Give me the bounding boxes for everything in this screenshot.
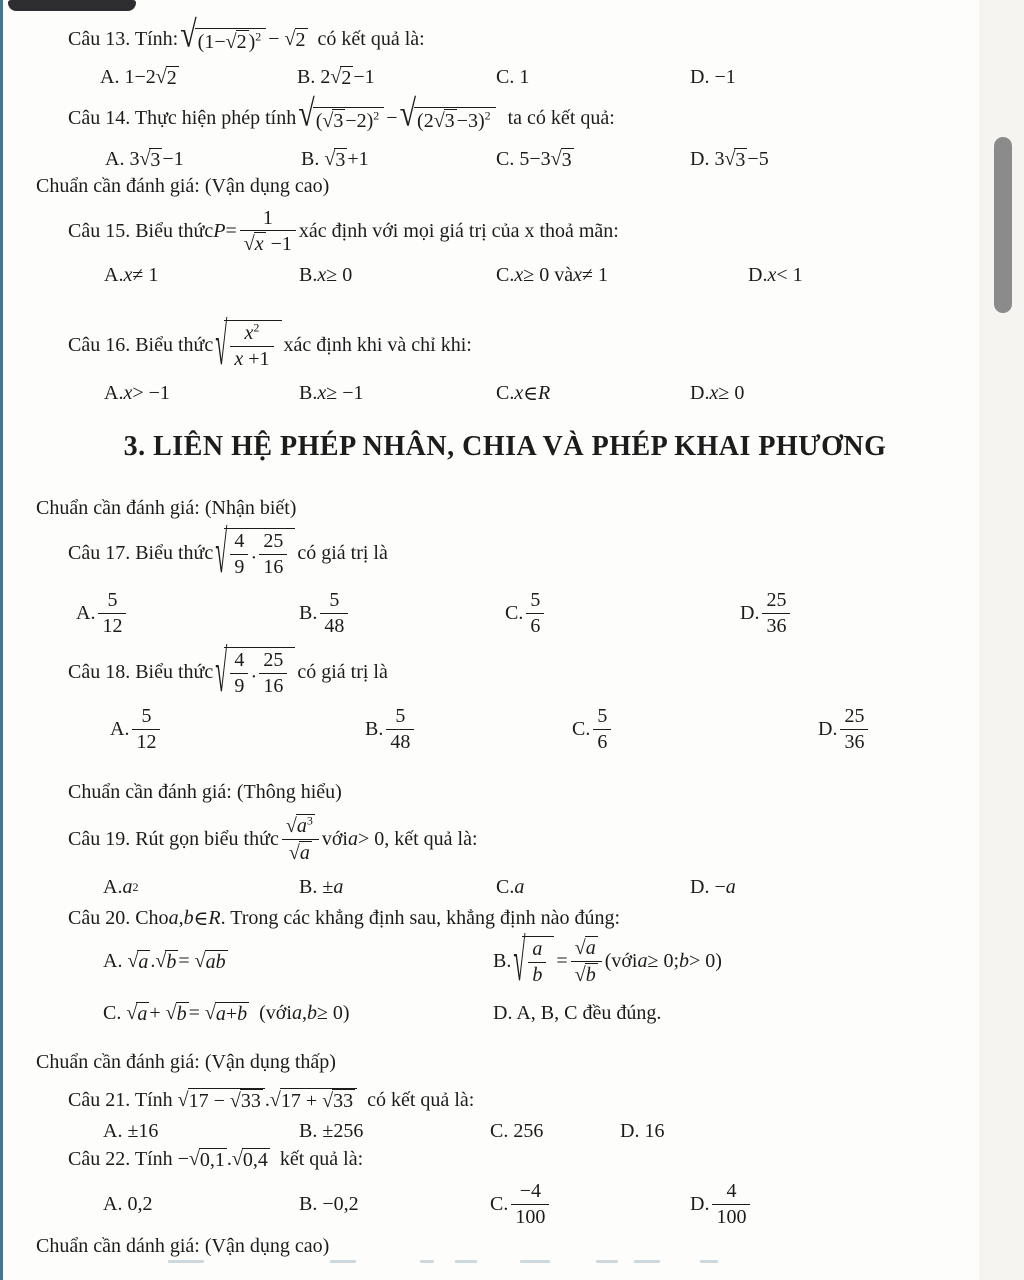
standard-note-5: Chuẩn cần dánh giá: (Vận dụng cao) <box>36 1235 330 1257</box>
option-20-a: A. √ a .√ b = √ ab <box>103 949 226 973</box>
option-13-d: D. −1 <box>690 65 736 88</box>
question-13-options <box>0 62 1024 92</box>
section-heading: 3. LIÊN HỆ PHÉP NHÂN, CHIA VÀ PHÉP KHAI PHƯƠNG <box>123 431 887 462</box>
option-18-b: B. 5 48 <box>365 701 417 757</box>
top-tab <box>8 0 136 11</box>
question-19-text: Câu 19. Rút gọn biểu thức $√a^3$ √a với a > 0, kết quả là: <box>68 813 478 864</box>
question-18-text: Câu 18. Biểu thức √ $\frac{4}{9}$ . $\frac{25}{16}$ có giá trị là <box>68 636 388 705</box>
option-18-d: D. 25 36 <box>818 701 871 757</box>
question-18-options <box>0 701 1024 757</box>
option-13-a: A. 1−2√ 2 <box>100 65 177 89</box>
option-15-b: B. x ≥ 0 <box>299 263 353 286</box>
option-13-c: C. 1 <box>496 65 530 88</box>
question-19-options <box>0 872 1024 902</box>
option-17-c: C. 5 6 <box>505 585 547 641</box>
option-22-a: A. 0,2 <box>103 1192 153 1215</box>
option-14-a: A. 3√ 3 −1 <box>105 147 184 171</box>
option-18-c: C. 5 6 <box>572 701 614 757</box>
question-14-options <box>0 144 1024 174</box>
cropped-text-remnant <box>520 1260 550 1263</box>
option-19-b: B. ± a <box>299 875 344 898</box>
question-20-options-ab <box>0 925 1024 994</box>
option-20-d: D. A, B, C đều đúng. <box>493 1001 662 1024</box>
option-15-a: A. x ≠ 1 <box>104 263 159 286</box>
cropped-text-remnant <box>700 1260 718 1263</box>
option-22-b: B. −0,2 <box>299 1192 359 1215</box>
cropped-text-remnant <box>596 1260 618 1263</box>
standard-note-4: Chuẩn cần đánh giá: (Vận dụng thấp) <box>36 1051 336 1073</box>
option-22-c: C. −4 100 <box>490 1175 552 1233</box>
question-14-text: Câu 14. Thực hiện phép tính √ $(√3 -2)^2$ − √ $(2√3 -3)^2$ ta có kết quả: <box>68 93 615 135</box>
question-22-text: Câu 22. Tính −√ 0,1 .√ 0,4 kết quả là: <box>68 1147 364 1171</box>
option-18-a: A. 5 12 <box>110 701 163 757</box>
cropped-text-remnant <box>168 1260 204 1263</box>
question-17-text: Câu 17. Biểu thức √ $\frac{4}{9}$ . $\frac{25}{16}$ có giá trị là <box>68 517 388 586</box>
option-21-d: D. 16 <box>620 1119 665 1142</box>
option-14-c: C. 5−3√ 3 <box>496 147 572 171</box>
option-15-d: D. x < 1 <box>748 263 803 286</box>
option-19-c: C. a <box>496 875 525 898</box>
cropped-text-remnant <box>455 1260 477 1263</box>
option-15-c: C. x ≥ 0 và x ≠ 1 <box>496 263 608 286</box>
question-15-text: Câu 15. Biểu thức P = 1 √x −1 xác định với mọi giá trị của x thoả mãn: <box>68 206 619 255</box>
question-16-text: Câu 16. Biểu thức √ $\frac{x^2}{x +1}$ xác định khi và chỉ khi: <box>68 309 472 378</box>
standard-note-1: Chuẩn cần đánh giá: (Vận dụng cao) <box>36 175 330 197</box>
option-16-b: B. x ≥ −1 <box>299 381 364 404</box>
option-17-b: B. 5 48 <box>299 585 351 641</box>
option-16-d: D. x ≥ 0 <box>690 381 745 404</box>
option-13-b: B. 2√ 2 −1 <box>297 65 375 89</box>
question-17-options <box>0 585 1024 641</box>
option-14-d: D. 3√ 3 −5 <box>690 147 769 171</box>
option-16-a: A. x > −1 <box>104 381 170 404</box>
option-14-b: B. √ 3 +1 <box>301 147 369 171</box>
option-22-d: D. 4 100 <box>690 1175 753 1233</box>
cropped-text-remnant <box>634 1260 660 1263</box>
option-21-c: C. 256 <box>490 1119 544 1142</box>
question-21-options <box>0 1117 1024 1145</box>
option-21-b: B. ±256 <box>299 1119 364 1142</box>
option-17-d: D. 25 36 <box>740 585 793 641</box>
option-20-b: B. √ $\frac{a}{b}$ = √a √b (với a ≥ 0; b > 0) <box>493 925 722 994</box>
cropped-text-remnant <box>420 1260 434 1263</box>
question-20-text: Câu 20. Cho a , b ∈ R . Trong các khẳng định sau, khẳng định nào đúng: <box>68 906 620 930</box>
question-15-options <box>0 260 1024 290</box>
cropped-text-remnant <box>330 1260 356 1263</box>
question-21-text: Câu 21. Tính √ 17 − √33 .√ 17 + √33 có kết quả là: <box>68 1088 475 1112</box>
option-17-a: A. 5 12 <box>76 585 129 641</box>
standard-note-3: Chuẩn cần đánh giá: (Thông hiểu) <box>68 781 342 803</box>
question-16-options <box>0 378 1024 408</box>
standard-note-2: Chuẩn cần đánh giá: (Nhận biết) <box>36 497 297 519</box>
option-16-c: C. x ∈ R <box>496 381 551 405</box>
option-21-a: A. ±16 <box>103 1119 159 1142</box>
question-22-options <box>0 1175 1024 1233</box>
option-19-a: A. a 2 <box>103 875 139 898</box>
option-19-d: D. − a <box>690 875 736 898</box>
question-20-options-cd <box>0 997 1024 1029</box>
option-20-c: C. √ a + √ b = √ a+b (với a , b ≥ 0) <box>103 1001 350 1025</box>
question-13-text: Câu 13. Tính: √ (1−√2 )$^2$ − √ 2 có kết quả là: <box>68 14 425 56</box>
